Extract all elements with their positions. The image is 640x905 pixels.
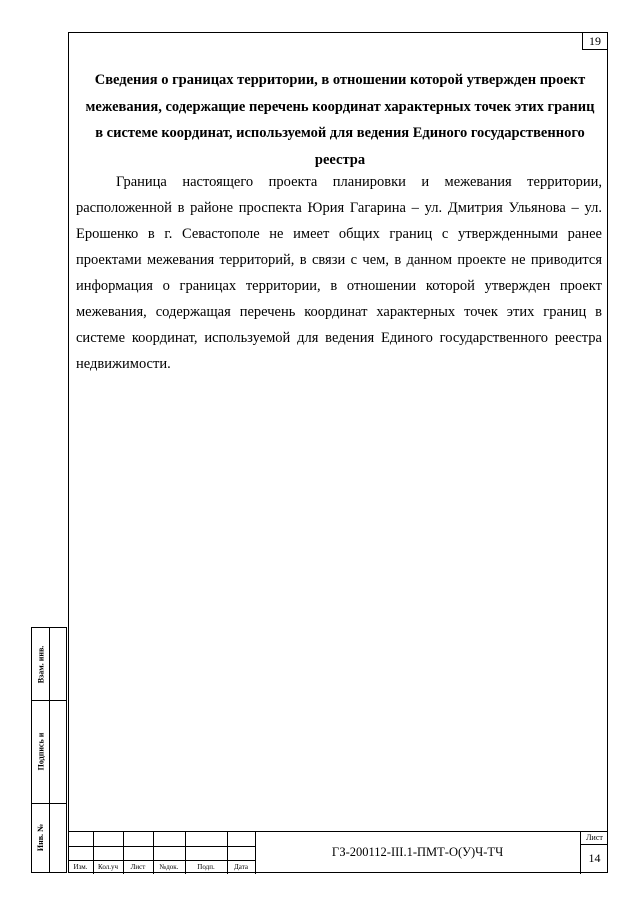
header-n-dok: №док. xyxy=(159,863,179,871)
header-kol-uch: Кол.уч xyxy=(98,863,118,871)
header-izm: Изм. xyxy=(73,863,88,871)
header-list: Лист xyxy=(130,863,146,871)
side-label-replaced-inv-text: Взам. инв. xyxy=(36,645,46,683)
side-label-signature-text: Подпись и xyxy=(36,732,46,771)
side-stamp-strip xyxy=(31,627,67,873)
side-strip-divider xyxy=(49,628,50,872)
body-paragraph-text: Граница настоящего проекта планировки и межевания территории, расположенной в районе проспекта Юрия Гагарина – ул. Дмитрия Ульянова – ул. Ерошенко в г. Севастополе не имеет общих границ с утвержденными ранее проектами межевания территорий, в связи с чем, в данном проекте не приводится информация о границах территории, в отношении которой утвержден проект межевания, содержащая перечень координат характерных точек этих границ в системе координат, используемой для ведения Единого государственного реестра недвижимости. xyxy=(76,174,602,372)
side-label-inv-no xyxy=(33,803,49,871)
page-number: 19 xyxy=(582,32,608,50)
sheet-label: Лист xyxy=(581,832,608,845)
sheet-box xyxy=(580,832,608,874)
revision-headers xyxy=(68,861,255,874)
body-paragraph xyxy=(76,169,602,377)
header-podp: Подп. xyxy=(197,863,215,871)
title-block xyxy=(68,831,608,873)
side-label-signature xyxy=(33,700,49,803)
document-code: ГЗ-200112-III.1-ПМТ-О(У)Ч-ТЧ xyxy=(331,845,504,859)
side-label-replaced-inv xyxy=(33,628,49,700)
side-label-inv-no-text: Инв. № xyxy=(36,823,46,851)
header-data: Дата xyxy=(234,863,248,871)
sheet-number: 14 xyxy=(588,851,601,865)
section-heading: Сведения о границах территории, в отношении которой утвержден проект межевания, содержащие перечень координат характерных точек этих границ в системе координат, используемой для ведения Единого государственного реестра xyxy=(85,72,595,168)
